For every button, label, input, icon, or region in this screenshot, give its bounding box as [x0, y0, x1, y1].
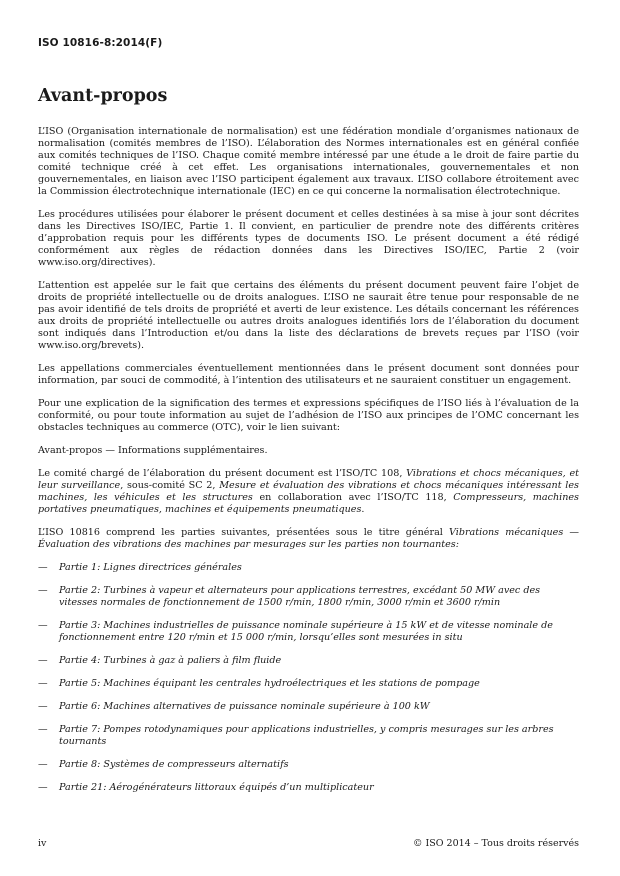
- paragraph-patent-rights: L’attention est appelée sur le fait que certains des éléments du présent document peuvent faire l’objet de droits de propriété intellectuelle ou de droits analogues. L’ISO ne saurait être tenue pour responsable de ne pas avoir identifié de tels droits de propriété et averti de leur existence. Les détails concernant les références aux droits de propriété intellectuelle ou autres droits analogues identifiés lors de l’élaboration du document sont indiqués dans l’Introduction et/ou dans la liste des déclarations de brevets reçues par l’ISO (voir www.iso.org/brevets).: [38, 280, 579, 351]
- committee-sc2-title: Mesure et évaluation des vibrations et chocs mécaniques intéressant les machines, les véhicules et les structures: [38, 480, 579, 503]
- dash-bullet: —: [38, 562, 48, 573]
- parts-list: [38, 562, 579, 794]
- list-item: [38, 562, 579, 574]
- list-item-text: Partie 6: Machines alternatives de puissance nominale supérieure à 100 kW: [59, 701, 430, 712]
- parts-general-title: Vibrations mécaniques — Évaluation des vibrations des machines par mesurages sur les parties non tournantes:: [38, 527, 579, 550]
- paragraph-supplementary-info: Avant-propos — Informations supplémentaires.: [38, 445, 268, 456]
- paragraph-trade-names: Les appellations commerciales éventuellement mentionnées dans le présent document sont données pour information, par souci de commodité, à l’intention des utilisateurs et ne sauraient constituer un engagement.: [38, 363, 579, 386]
- dash-bullet: —: [38, 724, 48, 735]
- list-item: [38, 724, 579, 748]
- dash-bullet: —: [38, 585, 48, 596]
- list-item: [38, 585, 579, 609]
- list-item-text: Partie 7: Pompes rotodynamiques pour applications industrielles, y compris mesurages sur les arbres tournants: [59, 724, 554, 747]
- committee-text-1: Le comité chargé de l’élaboration du présent document est l’ISO/TC 108,: [38, 468, 407, 479]
- list-item: [38, 701, 579, 713]
- page-title: Avant-propos: [38, 86, 168, 106]
- dash-bullet: —: [38, 759, 48, 770]
- list-item: [38, 782, 579, 794]
- parts-intro-text: L’ISO 10816 comprend les parties suivantes, présentées sous le titre général: [38, 527, 449, 538]
- paragraph-committee: [38, 468, 579, 516]
- paragraph-procedures: Les procédures utilisées pour élaborer le présent document et celles destinées à sa mise à jour sont décrites dans les Directives ISO/IEC, Partie 1. Il convient, en particulier de prendre note des différents critères d’approbation requis pour les différents types de documents ISO. Le présent document a été rédigé conformément aux règles de rédaction données dans les Directives ISO/IEC, Partie 2 (voir www.iso.org/directives).: [38, 209, 579, 268]
- list-item-text: Partie 8: Systèmes de compresseurs alternatifs: [59, 759, 289, 770]
- document-id-header: ISO 10816-8:2014(F): [38, 37, 163, 49]
- paragraph-conformity-explanation: Pour une explication de la signification des termes et expressions spécifiques de l’ISO liés à l’évaluation de la conformité, ou pour toute information au sujet de l’adhésion de l’ISO aux principes de l’OMC concernant les obstacles techniques au commerce (OTC), voir le lien suivant:: [38, 398, 579, 433]
- committee-text-2: , sous-comité SC 2,: [120, 480, 220, 491]
- paragraph-parts-intro: [38, 527, 579, 551]
- list-item-text: Partie 3: Machines industrielles de puissance nominale supérieure à 15 kW et de vitesse nominale de fonctionnement entre 120 r/min et 15 000 r/min, lorsqu’elles sont mesurées in situ: [59, 620, 553, 643]
- list-item-text: Partie 21: Aérogénérateurs littoraux équipés d’un multiplicateur: [59, 782, 374, 793]
- page-number: iv: [38, 838, 47, 849]
- dash-bullet: —: [38, 620, 48, 631]
- dash-bullet: —: [38, 655, 48, 666]
- list-item-text: Partie 4: Turbines à gaz à paliers à film fluide: [59, 655, 282, 666]
- list-item-text: Partie 5: Machines équipant les centrales hydroélectriques et les stations de pompage: [59, 678, 480, 689]
- dash-bullet: —: [38, 701, 48, 712]
- list-item-text: Partie 1: Lignes directrices générales: [59, 562, 242, 573]
- list-item: [38, 655, 579, 667]
- list-item: [38, 620, 579, 644]
- list-item: [38, 759, 579, 771]
- dash-bullet: —: [38, 782, 48, 793]
- committee-tc108-title: Vibrations et chocs mécaniques, et leur surveillance: [38, 468, 579, 491]
- committee-text-4: .: [361, 504, 365, 515]
- list-item: [38, 678, 579, 690]
- list-item-text: Partie 2: Turbines à vapeur et alternateurs pour applications terrestres, excédant 50 MW avec des vitesses normales de fonctionnement de 1500 r/min, 1800 r/min, 3000 r/min et 3600 r/min: [59, 585, 541, 608]
- committee-tc118-title: Compresseurs, machines portatives pneumatiques, machines et équipements pneumatiques: [38, 492, 579, 515]
- dash-bullet: —: [38, 678, 48, 689]
- committee-text-3: en collaboration avec l’ISO/TC 118,: [252, 492, 454, 503]
- foreword-body: [38, 126, 579, 805]
- paragraph-iso-organisation: L’ISO (Organisation internationale de normalisation) est une fédération mondiale d’organismes nationaux de normalisation (comités membres de l’ISO). L’élaboration des Normes internationales est en général confiée aux comités techniques de l’ISO. Chaque comité membre intéressé par une étude a le droit de faire partie du comité technique créé à cet effet. Les organisations internationales, gouvernementales et non gouvernementales, en liaison avec l’ISO participent également aux travaux. L’ISO collabore étroitement avec la Commission électrotechnique internationale (IEC) en ce qui concerne la normalisation électrotechnique.: [38, 126, 579, 197]
- copyright-notice: © ISO 2014 – Tous droits réservés: [412, 838, 579, 849]
